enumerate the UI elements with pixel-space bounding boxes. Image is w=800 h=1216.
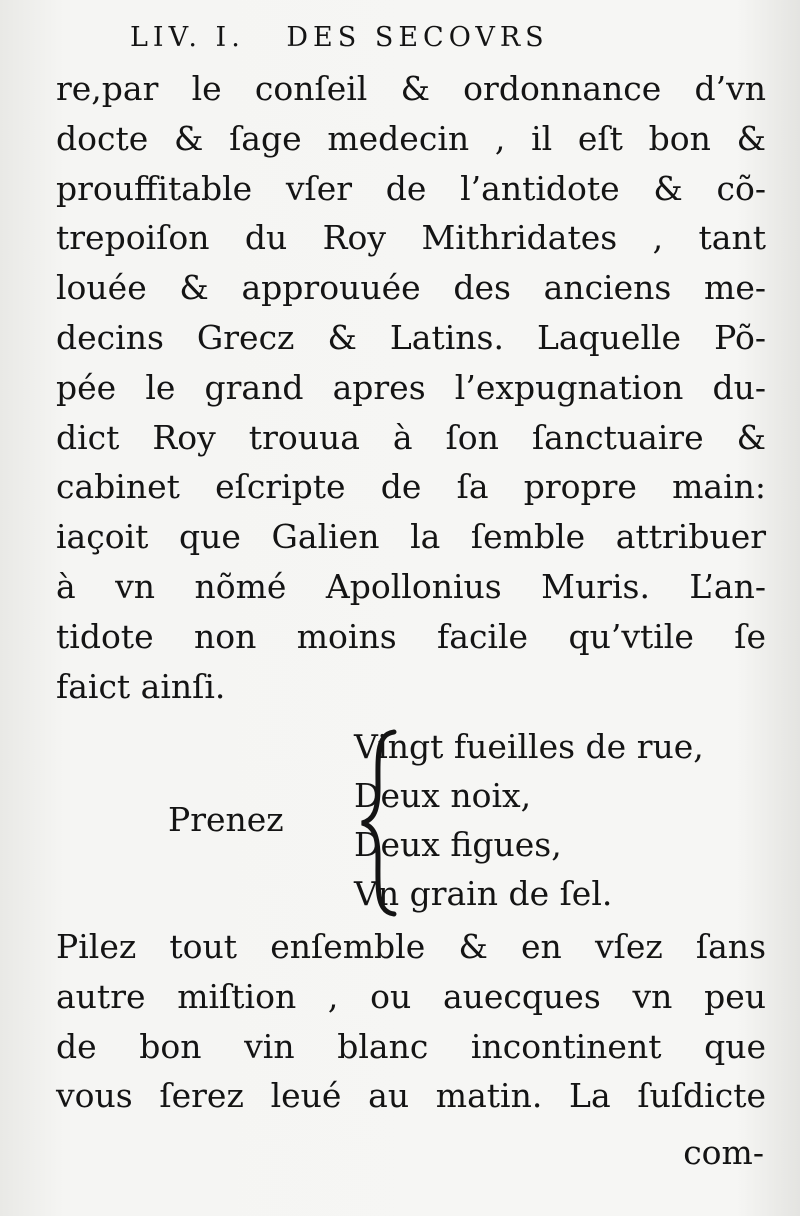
text-line: iaçoit que Galien la ſemble attribuer [56,517,766,557]
recipe-block [56,722,766,918]
text-line: louée & approuuée des anciens me- [56,268,766,308]
catchword: com- [683,1133,764,1172]
running-head [130,22,670,53]
text-line: faict ainſi. [56,666,226,706]
text-line: prouffitable vſer de l’antidote & cõ- [56,168,766,208]
text-line: de bon vin blanc incontinent que [56,1026,766,1066]
running-head-book: LIV. I. [130,22,245,53]
text-line: tidote non moins facile qu’vtile ſe [56,616,766,656]
text-line: autre miſtion , ou auecques vn peu [56,976,766,1016]
ingredient-item: Vn grain de ſel. [354,874,613,913]
text-line: decins Grecz & Latins. Laquelle Põ- [56,317,766,357]
text-line: trepoiſon du Roy Mithridates , tant [56,218,766,258]
text-line: dict Roy trouua à ſon ſanctuaire & [56,417,766,457]
paragraph-1 [56,64,766,711]
recipe-verb: Prenez [168,800,284,839]
text-line: re,par le conſeil & ordonnance d’vn [56,69,766,108]
text-line: à vn nõmé Apollonius Muris. L’an- [56,566,766,606]
ingredient-item: Deux noix, [354,776,532,815]
text-line: pée le grand apres l’expugnation du- [56,367,766,407]
text-line: cabinet eſcripte de ſa propre main: [56,467,766,507]
text-line: vous ſerez leué au matin. La ſuſdicte [56,1076,766,1116]
running-head-title: DES SECOVRS [286,22,549,53]
ingredient-item: Deux figues, [354,825,562,864]
ingredient-list [354,722,704,918]
paragraph-2 [56,922,766,1121]
text-line: docte & ſage medecin , il eſt bon & [56,118,766,158]
ingredient-item: Vingt fueilles de rue, [354,727,704,766]
text-line: Pilez tout enſemble & en vſez ſans [56,927,766,966]
